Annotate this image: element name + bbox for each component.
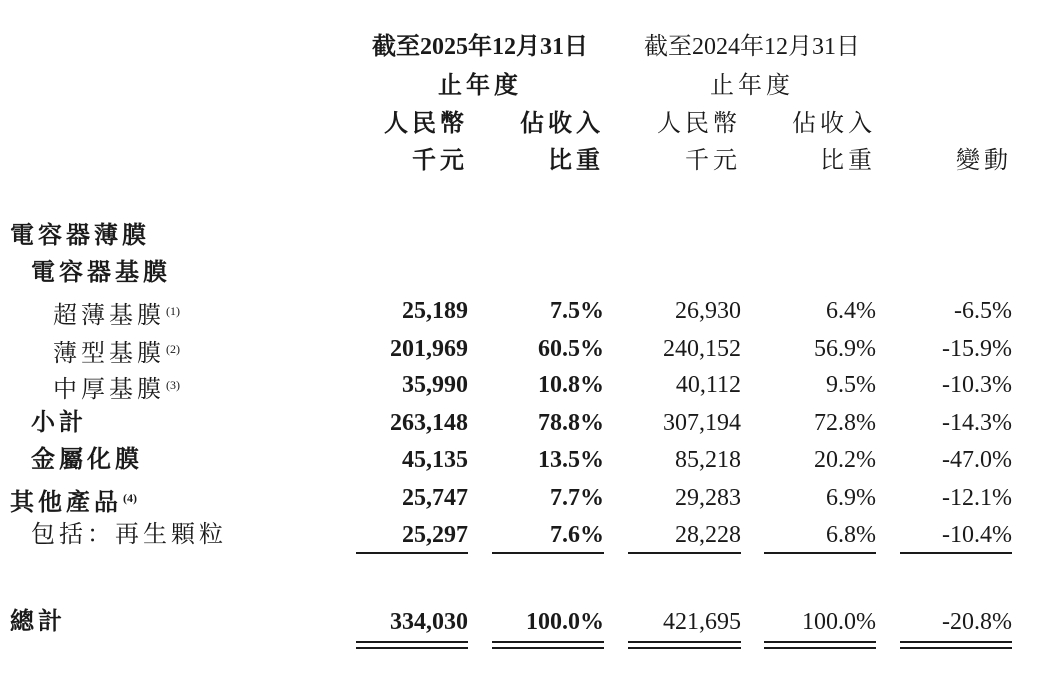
row-label-subtotal: 小計 <box>31 410 87 436</box>
row-label-metallized-film: 金屬化膜 <box>31 447 143 473</box>
rule-double-bottom <box>628 647 741 649</box>
total-p2: 100.0% <box>802 609 876 635</box>
total-v1: 334,030 <box>390 609 468 635</box>
cell-v1: 263,148 <box>390 410 468 436</box>
row-label-total: 總計 <box>10 609 66 635</box>
cell-chg: -6.5% <box>954 298 1012 324</box>
header-2024-year-label: 止年度 <box>710 73 794 99</box>
header-rmb-2024: 人民幣 <box>657 111 741 137</box>
header-2025-period: 截至2025年12月31日 <box>372 34 588 60</box>
cell-v2: 26,930 <box>675 298 741 324</box>
header-change: 變動 <box>956 148 1012 174</box>
header-weight-2025: 比重 <box>548 148 604 174</box>
cell-p2: 6.8% <box>826 522 876 548</box>
footnote-marker: (4) <box>123 491 137 505</box>
cell-p2: 20.2% <box>814 447 876 473</box>
header-weight-2024: 比重 <box>820 148 876 174</box>
row-label-medium-thick: 中厚基膜$^{(3)}$ <box>53 377 180 403</box>
cell-chg: -10.4% <box>942 522 1012 548</box>
cell-v2: 28,228 <box>675 522 741 548</box>
header-2025-year-label: 止年度 <box>438 73 522 99</box>
header-thousand-2024: 千元 <box>685 148 741 174</box>
rule-single <box>764 552 876 554</box>
row-label-capacitor-base-film: 電容器基膜 <box>31 260 171 286</box>
cell-chg: -12.1% <box>942 485 1012 511</box>
cell-p2: 56.9% <box>814 336 876 362</box>
row-label-including-recycled: 包括：再生顆粒 <box>31 522 227 548</box>
cell-p1: 7.6% <box>550 522 604 548</box>
row-label-ultrathin: 超薄基膜$^{(1)}$ <box>53 303 180 329</box>
rule-double-bottom <box>900 647 1012 649</box>
cell-v1: 201,969 <box>390 336 468 362</box>
rule-double-top <box>356 641 468 643</box>
header-pct-2025: 佔收入 <box>520 111 604 137</box>
rule-single <box>628 552 741 554</box>
cell-p1: 7.5% <box>550 298 604 324</box>
rule-double-bottom <box>764 647 876 649</box>
header-pct-2024: 佔收入 <box>792 111 876 137</box>
cell-p2: 9.5% <box>826 372 876 398</box>
cell-p1: 7.7% <box>550 485 604 511</box>
cell-v1: 25,189 <box>402 298 468 324</box>
total-chg: -20.8% <box>942 609 1012 635</box>
cell-chg: -15.9% <box>942 336 1012 362</box>
cell-v1: 45,135 <box>402 447 468 473</box>
header-rmb-2025: 人民幣 <box>384 111 468 137</box>
rule-single <box>492 552 604 554</box>
rule-single <box>356 552 468 554</box>
total-p1: 100.0% <box>526 609 604 635</box>
footnote-marker: (2) <box>166 342 180 356</box>
cell-p2: 6.9% <box>826 485 876 511</box>
row-label-other-products: 其他產品$^{(4)}$ <box>10 490 137 516</box>
cell-v2: 29,283 <box>675 485 741 511</box>
cell-chg: -10.3% <box>942 372 1012 398</box>
cell-v2: 307,194 <box>663 410 741 436</box>
footnote-marker: (3) <box>166 378 180 392</box>
row-label-thin: 薄型基膜$^{(2)}$ <box>53 341 180 367</box>
cell-v1: 25,297 <box>402 522 468 548</box>
rule-double-top <box>628 641 741 643</box>
footnote-marker: (1) <box>166 304 180 318</box>
header-2024-period: 截至2024年12月31日 <box>644 34 860 60</box>
cell-chg: -14.3% <box>942 410 1012 436</box>
cell-p1: 13.5% <box>538 447 604 473</box>
rule-double-top <box>900 641 1012 643</box>
rule-double-top <box>764 641 876 643</box>
rule-double-bottom <box>356 647 468 649</box>
cell-p1: 78.8% <box>538 410 604 436</box>
total-v2: 421,695 <box>663 609 741 635</box>
cell-p2: 72.8% <box>814 410 876 436</box>
row-label-capacitor-film: 電容器薄膜 <box>10 223 150 249</box>
cell-v1: 35,990 <box>402 372 468 398</box>
cell-p2: 6.4% <box>826 298 876 324</box>
cell-v2: 85,218 <box>675 447 741 473</box>
rule-double-bottom <box>492 647 604 649</box>
cell-p1: 60.5% <box>538 336 604 362</box>
rule-double-top <box>492 641 604 643</box>
cell-p1: 10.8% <box>538 372 604 398</box>
cell-v1: 25,747 <box>402 485 468 511</box>
rule-single <box>900 552 1012 554</box>
header-thousand-2025: 千元 <box>412 148 468 174</box>
cell-v2: 240,152 <box>663 336 741 362</box>
cell-chg: -47.0% <box>942 447 1012 473</box>
cell-v2: 40,112 <box>675 372 741 398</box>
